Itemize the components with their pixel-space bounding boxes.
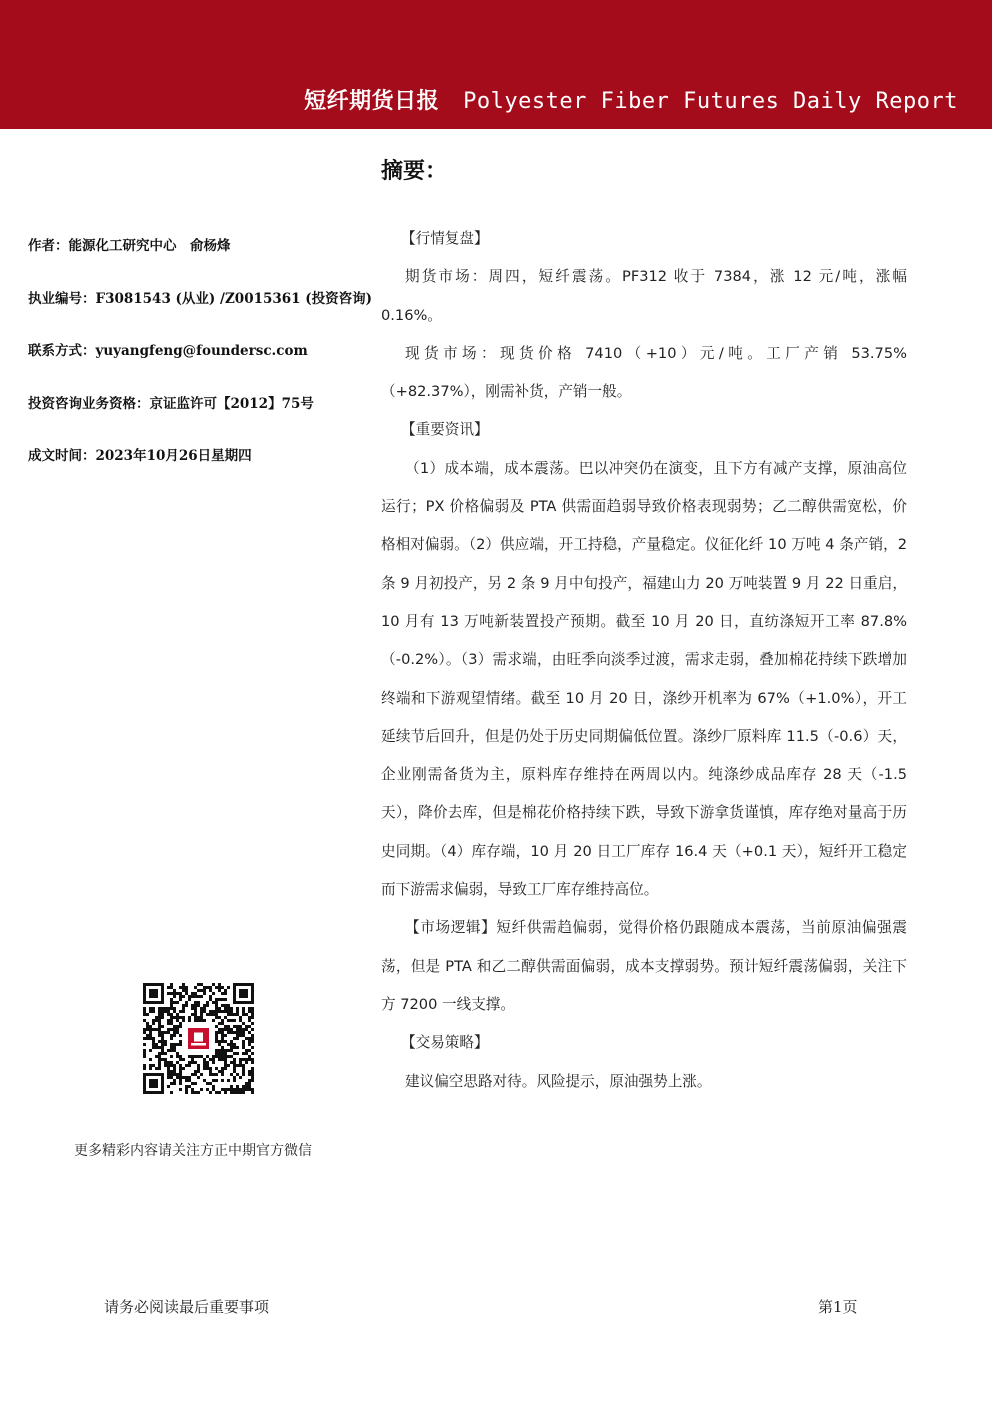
report-title-cn: 短纤期货日报	[304, 89, 440, 114]
header-banner	[0, 0, 992, 129]
section-title-review: 【行情复盘】	[401, 230, 489, 247]
meta-email[interactable]: yuyangfeng@foundersc.com	[95, 343, 308, 359]
report-title-en: Polyester Fiber Futures Daily Report	[463, 89, 958, 114]
meta-label: 投资咨询业务资格：	[28, 395, 150, 412]
meta-label: 成文时间：	[28, 448, 96, 464]
meta-label: 作者：	[28, 238, 69, 254]
market-logic-paragraph	[381, 909, 907, 1024]
meta-date	[28, 444, 368, 497]
qr-caption: 更多精彩内容请关注方正中期官方微信	[74, 1143, 312, 1159]
section-title-strategy: 【交易策略】	[401, 1034, 489, 1052]
section-title-logic: 【市场逻辑】	[405, 919, 497, 937]
meta-contact	[28, 339, 368, 392]
meta-value: F3081543 (从业) /Z0015361 (投资咨询)	[95, 290, 373, 307]
meta-value: 能源化工研究中心 俞杨烽	[68, 238, 231, 254]
spot-market-text: 现货市场：现货价格 7410（+10）元/吨。工厂产销 53.75%（+82.37%），刚需补货，产销一般。	[381, 344, 907, 401]
strategy-text: 建议偏空思路对待。风险提示，原油强势上涨。	[405, 1072, 712, 1090]
page-number: 第1页	[818, 1298, 858, 1316]
market-logic-text: 短纤供需趋偏弱，觉得价格仍跟随成本震荡，当前原油偏强震荡，但是 PTA 和乙二醇供需面偏弱，成本支撑弱势。预计短纤震荡偏弱，关注下方 7200 一线支撑。	[381, 919, 907, 1013]
meta-author	[28, 234, 368, 287]
meta-value: 2023年10月26日星期四	[95, 448, 252, 464]
meta-label: 执业编号：	[28, 290, 96, 307]
report-title	[304, 84, 958, 115]
meta-value: 京证监许可【2012】75号	[149, 395, 314, 412]
author-info	[28, 234, 373, 497]
meta-label: 联系方式：	[28, 343, 96, 359]
wechat-qr-code	[143, 983, 254, 1094]
footer-notice: 请务必阅读最后重要事项	[104, 1298, 270, 1316]
news-text: （1）成本端，成本震荡。巴以冲突仍在演变，且下方有减产支撑，原油高位运行；PX 价格偏弱及 PTA 供需面趋弱导致价格表现弱势；乙二醇供需宽松，价格相对偏弱。（2）供应端，开工持稳，产量稳定。仪征化纤 10 万吨 4 条产销，2 条 9 月初投产，另 2 条 9 月中旬投产，福建山力 20 万吨装置 9 月 22 日重启，10 月有 13 万吨新装置投产预期。截至 10 月 20 日，直纺涤短开工率 87.8%（-0.2%）。（3）需求端，由旺季向淡季过渡，需求走弱，叠加棉花持续下跌增加终端和下游观望情绪。截至 10 月 20 日，涤纱开机率为 67%（+1.0%），开工延续节后回升，但是仍处于历史同期偏低位置。涤纱厂原料库 11.5（-0.6）天，企业刚需备货为主，原料库存维持在两周以内。纯涤纱成品库存 28 天（-1.5 天），降价去库，但是棉花价格持续下跌，导致下游拿货谨慎，库存绝对量高于历史同期。（4）库存端，10 月 20 日工厂库存 16.4 天（+0.1 天），短纤开工稳定而下游需求偏弱，导致工厂库存维持高位。	[381, 459, 907, 899]
summary-body	[381, 220, 907, 1101]
summary-heading: 摘要：	[381, 159, 448, 184]
meta-license	[28, 287, 373, 340]
futures-market-text: 期货市场：周四，短纤震荡。PF312 收于 7384，涨 12 元/吨，涨幅 0.16%。	[381, 268, 907, 324]
meta-qualification	[28, 392, 368, 445]
section-title-news: 【重要资讯】	[401, 421, 489, 439]
